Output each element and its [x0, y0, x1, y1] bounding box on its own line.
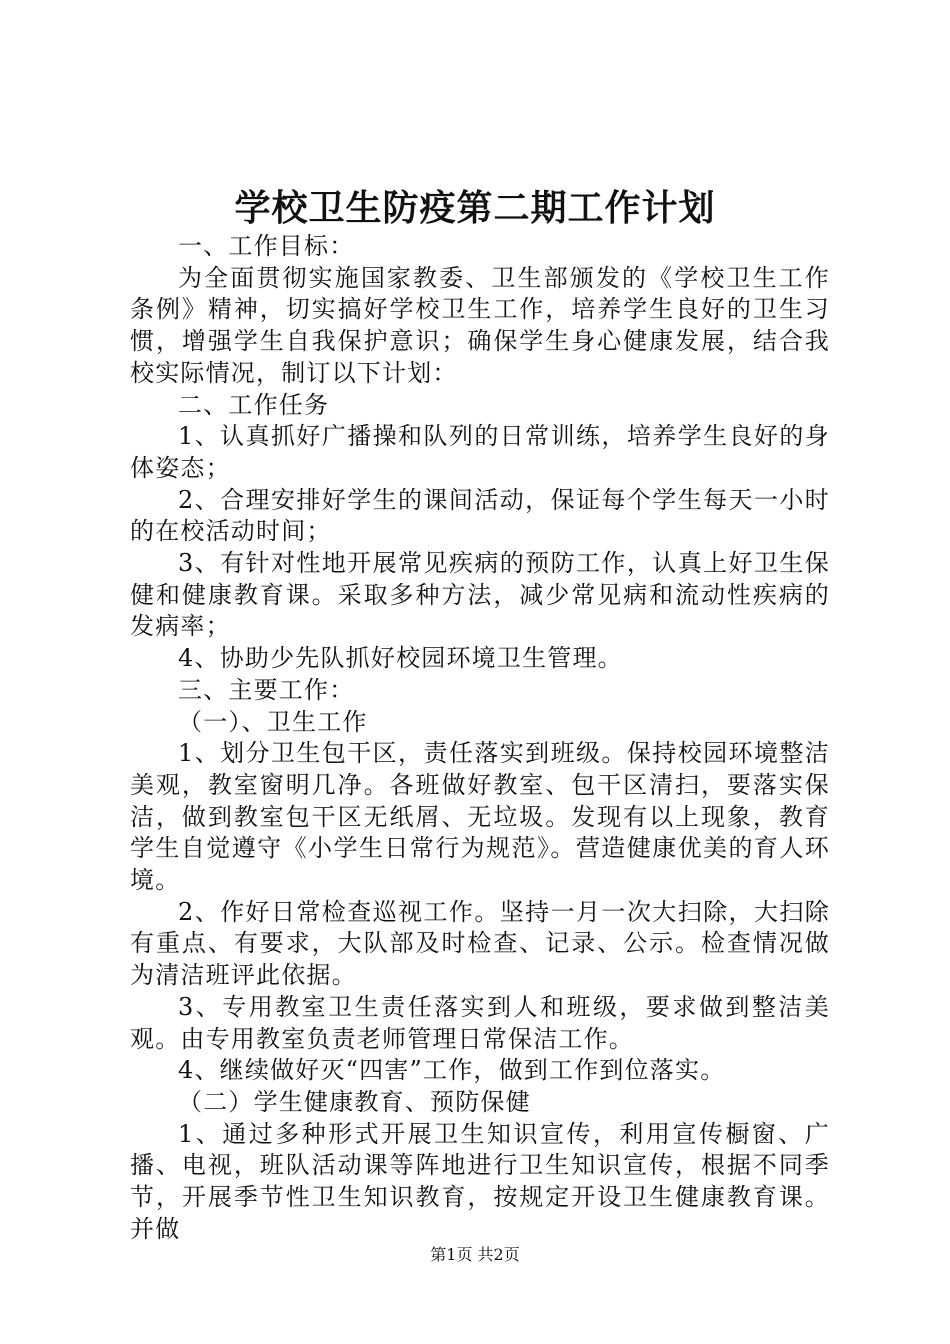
- paragraph: 一、工作目标：: [178, 232, 355, 260]
- paragraph: 1、划分卫生包干区，责任落实到班级。保持校园环境整洁美观，教室窗明几净。各班做好教室、包干区清扫，要落实保洁，做到教室包干区无纸屑、无垃圾。发现有以上现象，教育学生自觉遵守《小学生日常行为规范》。营造健康优美的育人环境。: [130, 739, 830, 895]
- paragraph: 3、有针对性地开展常见疾病的预防工作，认真上好卫生保健和健康教育课。采取多种方法，减少常见病和流动性疾病的发病率；: [130, 549, 830, 641]
- paragraph: 4、协助少先队抓好校园环境卫生管理。: [178, 644, 623, 673]
- document-body: [130, 231, 830, 1246]
- paragraph: 1、认真抓好广播操和队列的日常训练，培养学生良好的身体姿态；: [130, 422, 830, 482]
- paragraph: 三、主要工作：: [178, 675, 355, 704]
- paragraph: 3、专用教室卫生责任落实到人和班级，要求做到整洁美观。由专用教室负责老师管理日常保洁工作。: [130, 992, 830, 1053]
- document-title: 学校卫生防疫第二期工作计划: [234, 187, 716, 229]
- paragraph: 为全面贯彻实施国家教委、卫生部颁发的《学校卫生工作条例》精神，切实搞好学校卫生工作，培养学生良好的卫生习惯，增强学生自我保护意识；确保学生身心健康发展，结合我校实际情况，制订以下计划：: [130, 263, 830, 387]
- paragraph: （一）、卫生工作: [178, 707, 368, 736]
- paragraph: 2、合理安排好学生的课间活动，保证每个学生每天一小时的在校活动时间；: [130, 485, 830, 546]
- paragraph: 1、通过多种形式开展卫生知识宣传，利用宣传橱窗、广播、电视，班队活动课等阵地进行卫生知识宣传，根据不同季节，开展季节性卫生知识教育，按规定开设卫生健康教育课。并做: [130, 1119, 830, 1243]
- paragraph: （二）学生健康教育、预防保健: [178, 1087, 531, 1116]
- paragraph: 4、继续做好灭“四害”工作，做到工作到位落实。: [178, 1056, 726, 1085]
- paragraph: 2、作好日常检查巡视工作。坚持一月一次大扫除，大扫除有重点、有要求，大队部及时检查、记录、公示。检查情况做为清洁班评此依据。: [130, 897, 830, 990]
- page-number-footer: 第1页 共2页: [430, 1245, 520, 1264]
- paragraph: 二、工作任务: [178, 390, 330, 419]
